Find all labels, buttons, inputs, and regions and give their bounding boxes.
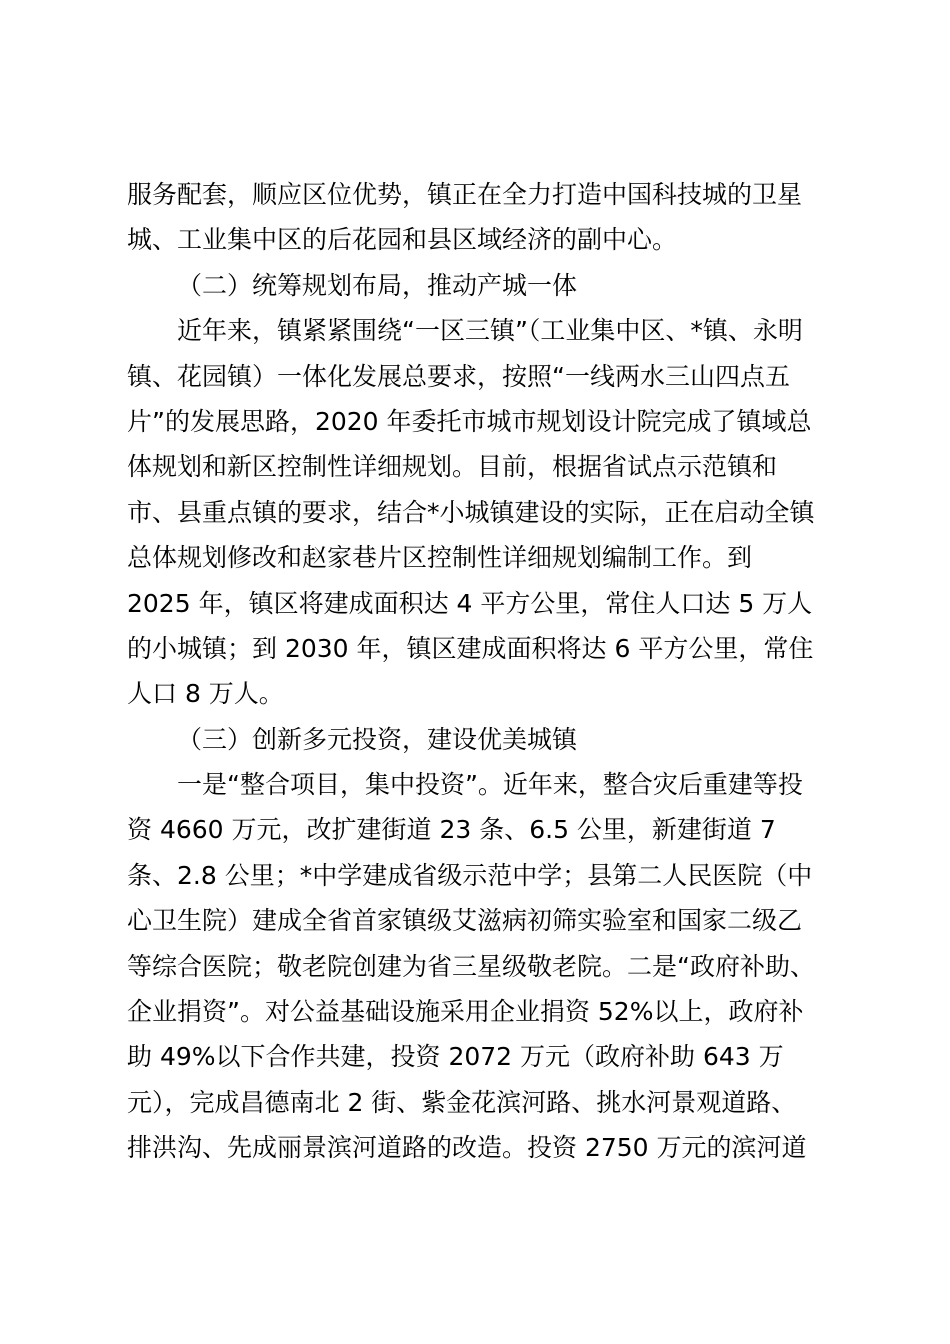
text-line: 心卫生院）建成全省首家镇级艾滋病初筛实验室和国家二级乙 bbox=[127, 906, 803, 936]
text-line: 片”的发展思路，2020 年委托市城市规划设计院完成了镇域总 bbox=[127, 406, 812, 436]
text-line: 助 49%以下合作共建，投资 2072 万元（政府补助 643 万 bbox=[127, 1042, 784, 1072]
document-body bbox=[127, 172, 835, 1171]
text-line: 总体规划修改和赵家巷片区控制性详细规划编制工作。到 bbox=[127, 543, 753, 573]
text-line: 镇、花园镇）一体化发展总要求，按照“一线两水三山四点五 bbox=[127, 361, 790, 391]
text-line: （三）创新多元投资，建设优美城镇 bbox=[177, 724, 578, 754]
text-line: 市、县重点镇的要求，结合*小城镇建设的实际，正在启动全镇 bbox=[127, 497, 815, 527]
text-line: 条、2.8 公里；*中学建成省级示范中学；县第二人民医院（中 bbox=[127, 860, 813, 890]
text-line: 企业捐资”。对公益基础设施采用企业捐资 52%以上，政府补 bbox=[127, 997, 804, 1027]
text-line: 的小城镇；到 2030 年，镇区建成面积将达 6 平方公里，常住 bbox=[127, 633, 814, 663]
text-line: 元），完成昌德南北 2 街、紫金花滨河路、挑水河景观道路、 bbox=[127, 1087, 797, 1117]
text-line: 2025 年，镇区将建成面积达 4 平方公里，常住人口达 5 万人 bbox=[127, 588, 813, 618]
text-line: 城、工业集中区的后花园和县区域经济的副中心。 bbox=[127, 225, 678, 255]
text-line: 人口 8 万人。 bbox=[127, 679, 284, 709]
text-line: 排洪沟、先成丽景滨河道路的改造。投资 2750 万元的滨河道 bbox=[127, 1133, 807, 1163]
text-line: （二）统筹规划布局，推动产城一体 bbox=[177, 270, 578, 300]
text-line: 近年来，镇紧紧围绕“一区三镇”（工业集中区、*镇、永明 bbox=[177, 316, 803, 346]
text-line: 一是“整合项目，集中投资”。近年来，整合灾后重建等投 bbox=[177, 770, 803, 800]
text-line: 体规划和新区控制性详细规划。目前，根据省试点示范镇和 bbox=[127, 452, 778, 482]
text-line: 资 4660 万元，改扩建街道 23 条、6.5 公里，新建街道 7 bbox=[127, 815, 776, 845]
text-line: 等综合医院；敬老院创建为省三星级敬老院。二是“政府补助、 bbox=[127, 951, 815, 981]
text-line: 服务配套，顺应区位优势，镇正在全力打造中国科技城的卫星 bbox=[127, 180, 803, 209]
